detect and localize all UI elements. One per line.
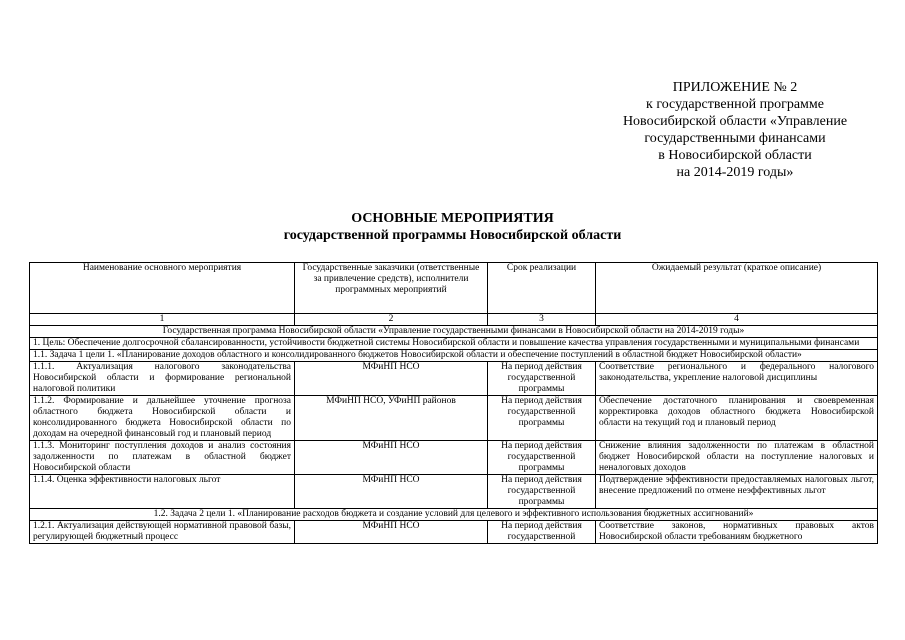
activity-result: Соответствие законов, нормативных правовых актов Новосибирской области требованиям бюджетного [596,521,878,544]
activities-table [29,262,878,544]
activity-name: 1.1.2. Формирование и дальнейшее уточнение прогноза областного бюджета Новосибирской области и консолидированного бюджета Новосибирской области по доходам на очередной финансовый год и плановый период [30,396,295,441]
appendix-line: ПРИЛОЖЕНИЕ № 2 [672,80,798,95]
activity-term: На период действия государственной программы [488,362,596,396]
title-line-2: государственной программы Новосибирской области [283,228,622,243]
table-row [30,396,878,441]
activity-result: Соответствие регионального и федерального налогового законодательства, укрепление налоговой дисциплины [596,362,878,396]
task-row [30,509,878,521]
activity-customer: МФиНП НСО, УФиНП районов [295,396,488,441]
table-row [30,521,878,544]
column-number: 4 [596,314,878,326]
table-row [30,362,878,396]
appendix-line: государственными финансами [644,131,826,146]
appendix-line: Новосибирской области «Управление [622,114,848,129]
goal-cell: 1. Цель: Обеспечение долгосрочной сбалансированности, устойчивости бюджетной системы Новосибирской области и повышение качества управления государственными и муниципальными финансами [30,338,878,350]
column-number-row [30,314,878,326]
header-cell: Срок реализации [488,263,596,314]
appendix-line: в Новосибирской области [658,148,812,163]
title-line-1: ОСНОВНЫЕ МЕРОПРИЯТИЯ [351,211,554,226]
activity-customer: МФиНП НСО [295,441,488,475]
table-row [30,475,878,509]
activity-name: 1.2.1. Актуализация действующей нормативной правовой базы, регулирующей бюджетный процесс [30,521,295,544]
table-header-row [30,263,878,314]
activity-term: На период действия государственной программы [488,441,596,475]
header-cell: Государственные заказчики (ответственные за привлечение средств), исполнители программных мероприятий [295,263,488,314]
activity-term: На период действия государственной [488,521,596,544]
appendix-line: к государственной программе [646,97,824,112]
task-row [30,350,878,362]
program-row [30,326,878,338]
table-row [30,441,878,475]
activity-term: На период действия государственной программы [488,396,596,441]
activity-name: 1.1.3. Мониторинг поступления доходов и анализ состояния задолженности по платежам в областной бюджет Новосибирской области [30,441,295,475]
activity-customer: МФиНП НСО [295,362,488,396]
column-number: 2 [295,314,488,326]
program-cell: Государственная программа Новосибирской области «Управление государственными финансами в Новосибирской области на 2014-2019 годы» [30,326,878,338]
appendix-block [595,79,875,181]
activity-result: Обеспечение достаточного планирования и своевременная корректировка доходов областного бюджета Новосибирской области на текущий год и плановый период [596,396,878,441]
header-cell: Ожидаемый результат (краткое описание) [596,263,878,314]
goal-row [30,338,878,350]
column-number: 1 [30,314,295,326]
activity-customer: МФиНП НСО [295,475,488,509]
task-cell: 1.1. Задача 1 цели 1. «Планирование доходов областного и консолидированного бюджетов Новосибирской области и обеспечение поступлений в областной бюджет Новосибирской области» [30,350,878,362]
activity-term: На период действия государственной программы [488,475,596,509]
activity-name: 1.1.1. Актуализация налогового законодательства Новосибирской области и формирование региональной налоговой политики [30,362,295,396]
activity-result: Подтверждение эффективности предоставляемых налоговых льгот, внесение предложений по отмене неэффективных льгот [596,475,878,509]
task-cell: 1.2. Задача 2 цели 1. «Планирование расходов бюджета и создание условий для целевого и эффективного использования бюджетных ассигнований» [30,509,878,521]
column-number: 3 [488,314,596,326]
activity-result: Снижение влияния задолженности по платежам в областной бюджет Новосибирской области на поступление налоговых и неналоговых доходов [596,441,878,475]
activity-name: 1.1.4. Оценка эффективности налоговых льгот [30,475,295,509]
activity-customer: МФиНП НСО [295,521,488,544]
header-cell: Наименование основного мероприятия [30,263,295,314]
appendix-line: на 2014-2019 годы» [676,165,794,180]
document-title [180,210,725,244]
